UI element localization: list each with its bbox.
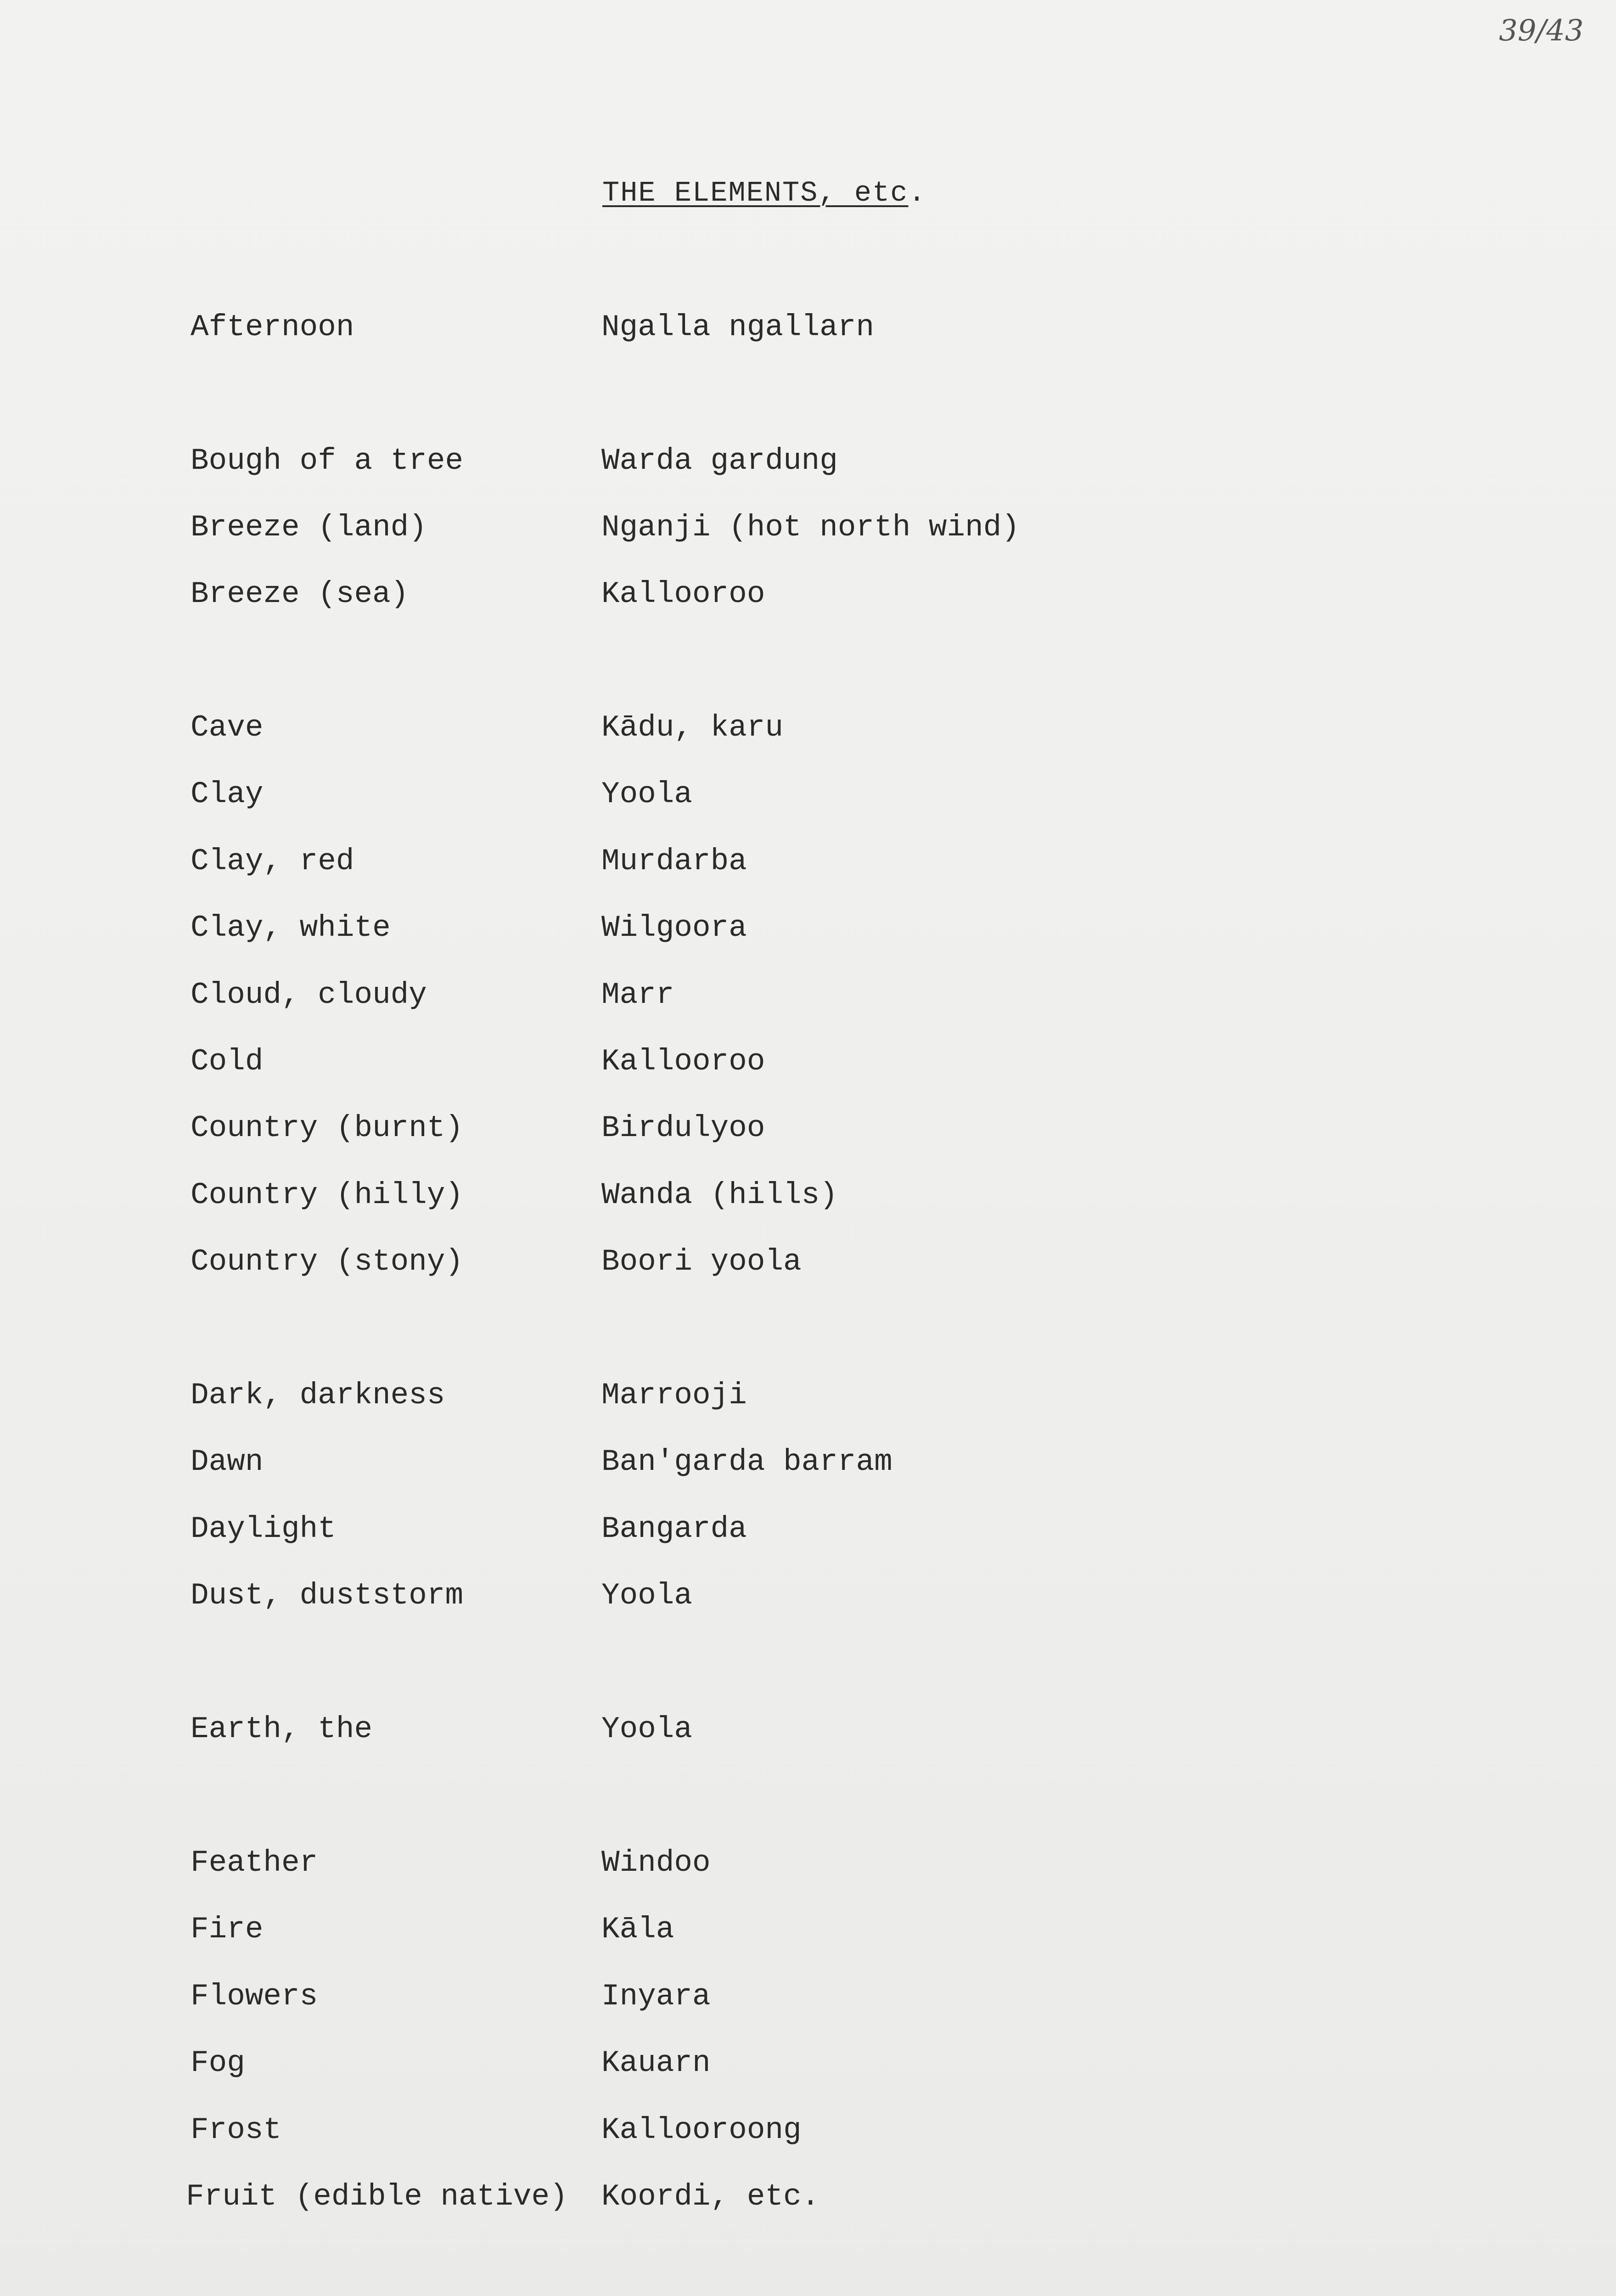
entry-gloss: Nganji (hot north wind)	[601, 510, 1020, 545]
entry-term: Feather	[191, 1846, 318, 1880]
folio-number: 39/43	[1499, 14, 1584, 48]
entry-term: Fruit (edible native)	[186, 2179, 568, 2214]
entry-gloss: Kādu, karu	[601, 710, 784, 745]
entry-gloss: Yoola	[601, 777, 693, 811]
entry-gloss: Ban'garda barram	[601, 1445, 892, 1479]
entry-term: Earth, the	[191, 1712, 373, 1746]
entry-term: Cold	[191, 1044, 264, 1079]
entry-term: Dawn	[191, 1445, 264, 1479]
entry-term: Clay, red	[191, 844, 354, 878]
entry-gloss: Warda gardung	[601, 444, 838, 478]
entry-term: Country (burnt)	[191, 1111, 464, 1145]
vocab-entry	[0, 1378, 1616, 1419]
entry-term: Breeze (land)	[191, 510, 427, 545]
vocab-entry	[0, 2179, 1616, 2221]
entry-gloss: Boori yoola	[601, 1244, 802, 1279]
vocab-entry	[0, 1244, 1616, 1286]
entry-term: Clay, white	[191, 911, 391, 945]
vocab-entry	[0, 1846, 1616, 1887]
entry-gloss: Kauarn	[601, 2046, 711, 2080]
entry-gloss: Kallooroong	[601, 2113, 802, 2147]
vocab-entry	[0, 844, 1616, 885]
entry-gloss: Yoola	[601, 1578, 693, 1613]
entry-term: Bough of a tree	[191, 444, 464, 478]
entry-term: Country (hilly)	[191, 1178, 464, 1212]
vocab-entry	[0, 2113, 1616, 2154]
vocab-entry	[0, 1111, 1616, 1152]
entry-gloss: Marr	[601, 978, 674, 1012]
entry-term: Dark, darkness	[191, 1378, 445, 1412]
vocab-entry	[0, 978, 1616, 1019]
vocab-entry	[0, 1512, 1616, 1553]
vocab-entry	[0, 1979, 1616, 2020]
entry-gloss: Marrooji	[601, 1378, 747, 1412]
entry-gloss: Inyara	[601, 1979, 711, 2014]
vocab-entry	[0, 577, 1616, 618]
entry-gloss: Kāla	[601, 1912, 674, 1947]
vocab-entry	[0, 1044, 1616, 1086]
entry-gloss: Yoola	[601, 1712, 693, 1746]
vocab-entry	[0, 510, 1616, 551]
vocab-entry	[0, 1578, 1616, 1620]
entry-term: Clay	[191, 777, 264, 811]
page-title	[602, 177, 926, 209]
vocab-entry	[0, 1712, 1616, 1753]
vocab-entry	[0, 1178, 1616, 1219]
vocab-entry	[0, 2046, 1616, 2087]
vocab-entry	[0, 1445, 1616, 1486]
vocab-entry	[0, 444, 1616, 485]
entry-term: Frost	[191, 2113, 282, 2147]
entry-gloss: Wilgoora	[601, 911, 747, 945]
entry-gloss: Birdulyoo	[601, 1111, 765, 1145]
entry-gloss: Koordi, etc.	[601, 2179, 820, 2214]
entry-gloss: Bangarda	[601, 1512, 747, 1546]
entry-term: Daylight	[191, 1512, 336, 1546]
vocab-entry	[0, 1912, 1616, 1953]
vocab-entry	[0, 911, 1616, 952]
page-title-text: THE ELEMENTS, etc	[602, 177, 909, 209]
entry-term: Fog	[191, 2046, 245, 2080]
entry-term: Dust, duststorm	[191, 1578, 464, 1613]
entry-term: Breeze (sea)	[191, 577, 409, 611]
entry-term: Country (stony)	[191, 1244, 464, 1279]
entry-gloss: Murdarba	[601, 844, 747, 878]
vocab-entry	[0, 710, 1616, 752]
entry-gloss: Wanda (hills)	[601, 1178, 838, 1212]
entry-term: Cloud, cloudy	[191, 978, 427, 1012]
entry-term: Fire	[191, 1912, 264, 1947]
entry-term: Afternoon	[191, 310, 354, 344]
entry-term: Cave	[191, 710, 264, 745]
entry-gloss: Kallooroo	[601, 577, 765, 611]
entry-gloss: Kallooroo	[601, 1044, 765, 1079]
entry-term: Flowers	[191, 1979, 318, 2014]
entry-gloss: Ngalla ngallarn	[601, 310, 875, 344]
entry-gloss: Windoo	[601, 1846, 711, 1880]
page-title-suffix: .	[908, 177, 926, 209]
vocab-entry	[0, 310, 1616, 351]
vocab-entry	[0, 777, 1616, 818]
